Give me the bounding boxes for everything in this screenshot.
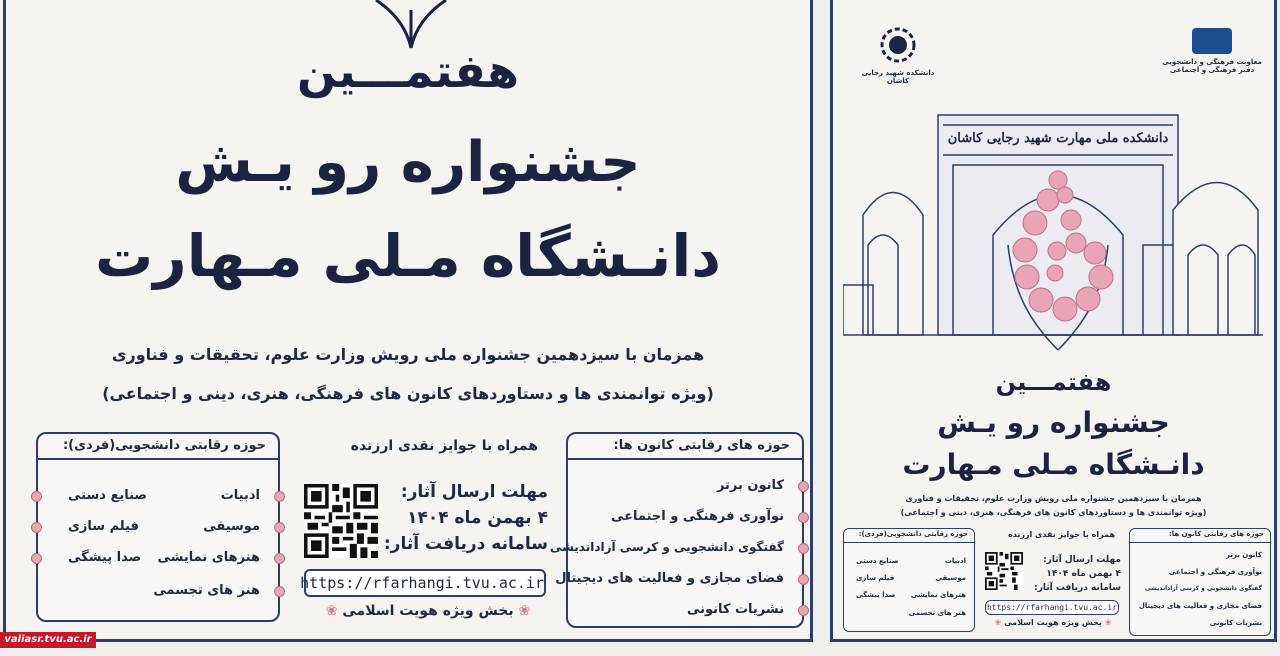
flower-icon: ❀ [994, 618, 1002, 627]
mini-club-item: گفتگوی دانشجویی و کرسی آزاداندیشی [1144, 585, 1262, 592]
flower-icon: ❀ [1104, 618, 1112, 627]
architecture-illustration [843, 95, 1263, 365]
mini-student-item: صنایع دستی [856, 557, 899, 565]
bullet-dot [31, 491, 42, 502]
university-logo-right [1162, 28, 1262, 74]
mini-student-item: فیلم سازی [856, 574, 895, 582]
poster-title-line-1: هفتمـــین [995, 368, 1112, 396]
students-competition-box [36, 432, 280, 622]
bullet-dot [274, 553, 285, 564]
mini-qr-code [985, 552, 1023, 590]
student-item: هنر های تجسمی [153, 583, 260, 598]
mini-deadline-label: مهلت ارسال آثار: [1043, 555, 1121, 565]
mini-student-item: موسیقی [935, 574, 966, 582]
mini-special-section-label: بخش ویژه هویت اسلامی [1004, 618, 1102, 627]
mini-club-item: نشریات کانونی [1209, 619, 1262, 627]
mini-students-box [843, 528, 975, 632]
mini-student-item: صدا پیشگی [856, 591, 896, 599]
deadline-label: مهلت ارسال آثار: [400, 482, 548, 502]
special-section [308, 603, 548, 619]
special-section-label: بخش ویژه هویت اسلامی [342, 603, 514, 619]
title-line-2: جشنواره رو یـش [175, 130, 641, 195]
logo-left-caption: دانشکده شهید رجایی کاشان [861, 69, 935, 85]
mini-students-heading: حوزه رقابتی دانشجویی(فردی): [844, 527, 974, 543]
mini-clubs-heading: حوزه های رقابتی کانون ها: [1130, 527, 1270, 543]
subtitle: همزمان با سیزدهمین جشنواره ملی رویش وزارت علوم، تحقیقات و فناوری [111, 345, 705, 364]
bullet-dot [31, 522, 42, 533]
mini-deadline-date: ۴ بهمن ماه ۱۴۰۴ [1046, 569, 1121, 579]
student-item: هنرهای نمایشی [157, 550, 260, 565]
bullet-dot [798, 605, 809, 616]
club-item: نوآوری فرهنگی و اجتماعی [610, 509, 784, 524]
student-item: موسیقی [203, 519, 260, 534]
mini-clubs-box [1129, 528, 1271, 636]
bullet-dot [274, 522, 285, 533]
mini-special-section [985, 618, 1121, 627]
student-item: صنایع دستی [68, 488, 147, 503]
student-item: صدا پیشگی [68, 550, 142, 565]
club-item: فضای مجازی و فعالیت های دیجیتال [555, 571, 784, 586]
club-item: کانون برتر [716, 478, 784, 493]
mini-student-item: هنر های تجسمی [908, 609, 966, 617]
poster-subtitle-2: (ویژه توانمندی ها و دستاوردهای کانون های فرهنگی، هنری، دینی و اجتماعی) [900, 508, 1207, 517]
qr-code [304, 484, 378, 558]
club-item: گفتگوی دانشجویی و کرسی آزاداندیشی [549, 540, 784, 554]
flourish-ornament [361, 0, 461, 50]
flower-icon: ❀ [518, 603, 531, 619]
bullet-dot [798, 574, 809, 585]
mini-center-info [981, 528, 1125, 636]
deadline-date: ۴ بهمن ماه ۱۴۰۴ [407, 508, 548, 528]
site-watermark: valiasr.tvu.ac.ir [0, 632, 96, 648]
clubs-box-heading: حوزه های رقابتی کانون ها: [568, 432, 802, 460]
mini-student-item: ادبیات [944, 557, 966, 565]
title-line-3: دانـشگاه مـلی مـهارت [95, 222, 721, 290]
bullet-dot [798, 481, 809, 492]
mini-student-item: هنرهای نمایشی [910, 591, 966, 599]
gear-emblem-icon [878, 25, 918, 65]
subtitle-2: (ویژه توانمندی ها و دستاوردهای کانون های فرهنگی، هنری، دینی و اجتماعی) [102, 384, 714, 403]
mini-system-label: سامانه دریافت آثار: [1034, 583, 1121, 593]
student-item: فیلم سازی [68, 519, 139, 534]
title-line-1: هفتمـــین [297, 44, 519, 98]
right-poster-panel [830, 0, 1277, 642]
poster-title-line-3: دانـشگاه مـلی مـهارت [902, 448, 1205, 481]
logo-badge-icon [1192, 28, 1232, 54]
logo-right-caption: معاونت فرهنگی و دانشجویی دفتر فرهنگی و اجتماعی [1162, 58, 1262, 74]
flower-icon: ❀ [325, 603, 338, 619]
bullet-dot [31, 553, 42, 564]
mini-prizes-text: همراه با جوایز نقدی ارزنده [1007, 530, 1115, 539]
poster-title-line-2: جشنواره رو یـش [937, 406, 1170, 439]
center-info [298, 438, 558, 628]
poster-subtitle: همزمان با سیزدهمین جشنواره ملی رویش وزارت علوم، تحقیقات و فناوری [905, 494, 1202, 503]
club-item: نشریات کانونی [686, 602, 784, 617]
submission-url[interactable]: https://rfarhangi.tvu.ac.ir [304, 569, 546, 597]
university-logo-left [853, 25, 943, 85]
bullet-dot [798, 543, 809, 554]
students-box-heading: حوزه رقابتی دانشجویی(فردی): [38, 432, 278, 460]
mini-club-item: کانون برتر [1225, 551, 1262, 559]
mini-club-item: نوآوری فرهنگی و اجتماعی [1168, 568, 1262, 576]
student-item: ادبیات [220, 488, 260, 503]
left-poster-panel [3, 0, 813, 642]
bullet-dot [274, 586, 285, 597]
prizes-text: همراه با جوایز نقدی ارزنده [350, 438, 538, 454]
arch-text: دانشکده ملی مهارت شهید رجایی کاشان [947, 131, 1169, 146]
clubs-competition-box [549, 432, 804, 628]
bullet-dot [274, 491, 285, 502]
mini-club-item: فضای مجازی و فعالیت های دیجیتال [1138, 602, 1262, 610]
mini-submission-url[interactable]: https://rfarhangi.tvu.ac.ir [985, 600, 1119, 615]
system-label: سامانه دریافت آثار: [383, 534, 548, 554]
bullet-dot [798, 512, 809, 523]
